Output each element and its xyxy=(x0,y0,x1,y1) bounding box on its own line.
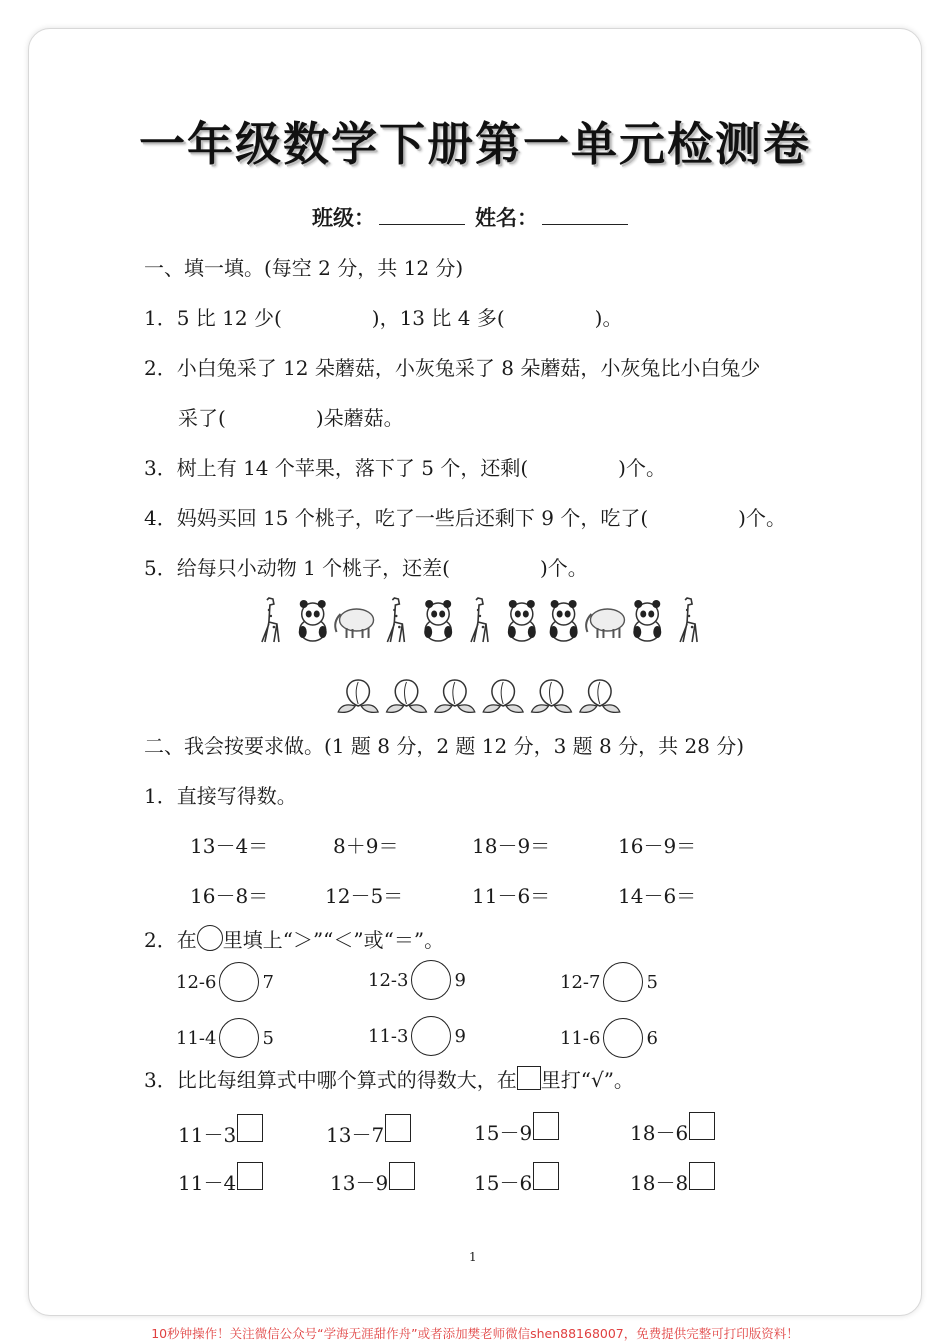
name-label: 姓名： xyxy=(475,205,538,230)
check-item xyxy=(474,1112,559,1146)
compare-circle[interactable] xyxy=(219,1018,259,1058)
panda-icon xyxy=(550,600,578,641)
question-1-1 xyxy=(144,302,622,331)
check-item xyxy=(330,1162,415,1196)
question-1-2-line1: 2．小白兔采了 12 朵蘑菇，小灰兔采了 8 朵蘑菇，小灰兔比小白兔少 xyxy=(144,356,761,380)
compare-right: 5 xyxy=(646,972,658,993)
check-box[interactable] xyxy=(533,1162,559,1190)
compare-circle[interactable] xyxy=(411,960,451,1000)
check-box[interactable] xyxy=(389,1162,415,1190)
q2-2-title-a: 2．在 xyxy=(144,928,197,952)
calc-item: 16－9＝ xyxy=(618,834,697,858)
compare-right: 9 xyxy=(454,1026,466,1047)
compare-item xyxy=(176,962,274,1002)
peach-icon xyxy=(387,680,427,712)
calc-item: 12－5＝ xyxy=(325,884,404,908)
check-box[interactable] xyxy=(237,1114,263,1142)
page-title: 一年级数学下册第一单元检测卷 xyxy=(139,117,811,171)
q1-5-text-b: )个。 xyxy=(539,556,588,580)
check-item xyxy=(178,1114,263,1148)
compare-right: 6 xyxy=(646,1028,658,1049)
class-blank[interactable] xyxy=(379,206,465,225)
elephant-icon xyxy=(335,609,373,638)
question-1-4 xyxy=(144,502,786,531)
peach-icon xyxy=(435,680,475,712)
section1-heading: 一、填一填。(每空 2 分，共 12 分) xyxy=(144,256,464,280)
compare-left: 12-7 xyxy=(560,972,601,993)
check-item xyxy=(178,1162,263,1196)
q1-1-text-c: )。 xyxy=(594,306,623,330)
compare-item xyxy=(176,1018,274,1058)
compare-left: 11-6 xyxy=(560,1028,601,1049)
page-number: 1 xyxy=(469,1250,477,1264)
check-item xyxy=(474,1162,559,1196)
compare-left: 12-6 xyxy=(176,972,217,993)
question-1-2-line2 xyxy=(178,402,404,431)
q1-1-text-a: 1．5 比 12 少( xyxy=(144,306,282,330)
q2-3-title-b: 里打“√”。 xyxy=(540,1068,634,1092)
check-box[interactable] xyxy=(533,1112,559,1140)
check-expr: 11－3 xyxy=(178,1123,237,1147)
compare-left: 12-3 xyxy=(368,970,409,991)
compare-right: 9 xyxy=(454,970,466,991)
question-2-3-title xyxy=(144,1064,634,1093)
name-blank[interactable] xyxy=(542,206,628,225)
compare-circle[interactable] xyxy=(603,1018,643,1058)
check-expr: 18－6 xyxy=(630,1121,689,1145)
panda-icon xyxy=(424,600,452,641)
giraffe-icon xyxy=(262,598,279,642)
panda-icon xyxy=(633,600,661,641)
compare-left: 11-3 xyxy=(368,1026,409,1047)
calc-item: 14－6＝ xyxy=(618,884,697,908)
peach-icon xyxy=(338,680,378,712)
check-item xyxy=(630,1112,715,1146)
q1-2-text-b: )朵蘑菇。 xyxy=(315,406,404,430)
question-1-3 xyxy=(144,452,666,481)
check-box[interactable] xyxy=(385,1114,411,1142)
q1-4-text-a: 4．妈妈买回 15 个桃子，吃了一些后还剩下 9 个，吃了( xyxy=(144,506,649,530)
peach-icon xyxy=(483,680,523,712)
compare-circle[interactable] xyxy=(219,962,259,1002)
animals-illustration xyxy=(250,596,710,644)
panda-icon xyxy=(508,600,536,641)
check-box[interactable] xyxy=(237,1162,263,1190)
giraffe-icon xyxy=(387,598,404,642)
check-expr: 13－9 xyxy=(330,1171,389,1195)
check-box[interactable] xyxy=(689,1162,715,1190)
square-icon xyxy=(517,1066,541,1090)
calc-item: 11－6＝ xyxy=(472,884,551,908)
section2-heading: 二、我会按要求做。(1 题 8 分，2 题 12 分，3 题 8 分，共 28 分) xyxy=(144,734,745,758)
compare-circle[interactable] xyxy=(603,962,643,1002)
q1-1-text-b: )，13 比 4 多( xyxy=(371,306,505,330)
calc-item: 8＋9＝ xyxy=(333,834,399,858)
giraffe-icon xyxy=(471,598,488,642)
compare-right: 5 xyxy=(262,1028,274,1049)
elephant-icon xyxy=(586,609,624,638)
compare-circle[interactable] xyxy=(411,1016,451,1056)
check-item xyxy=(326,1114,411,1148)
compare-right: 7 xyxy=(262,972,274,993)
student-info xyxy=(312,202,638,232)
question-2-2-title xyxy=(144,924,444,953)
giraffe-icon xyxy=(680,598,697,642)
q2-3-title-a: 3．比比每组算式中哪个算式的得数大，在 xyxy=(144,1068,517,1092)
q1-2-text-a: 采了( xyxy=(178,406,226,430)
check-item xyxy=(630,1162,715,1196)
footer-promo: 10秒钟操作！关注微信公众号“学海无涯甜作舟”或者添加樊老师微信shen88168007，免费提供完整可打印版资料！ xyxy=(151,1326,799,1341)
panda-icon xyxy=(299,600,327,641)
compare-item xyxy=(560,1018,658,1058)
q2-2-title-b: 里填上“＞”“＜”或“＝”。 xyxy=(222,928,445,952)
peach-icon xyxy=(580,680,620,712)
check-expr: 13－7 xyxy=(326,1123,385,1147)
question-2-1-title: 1．直接写得数。 xyxy=(144,784,297,808)
q1-5-text-a: 5．给每只小动物 1 个桃子，还差( xyxy=(144,556,450,580)
peaches-illustration xyxy=(334,676,624,716)
calc-item: 16－8＝ xyxy=(190,884,269,908)
check-box[interactable] xyxy=(689,1112,715,1140)
circle-icon xyxy=(197,925,223,951)
check-expr: 15－9 xyxy=(474,1121,533,1145)
question-1-5 xyxy=(144,552,588,581)
compare-item xyxy=(560,962,658,1002)
q1-4-text-b: )个。 xyxy=(738,506,786,530)
compare-item xyxy=(368,1016,466,1056)
q1-3-text-b: )个。 xyxy=(618,456,666,480)
check-expr: 11－4 xyxy=(178,1171,237,1195)
compare-left: 11-4 xyxy=(176,1028,217,1049)
calc-item: 18－9＝ xyxy=(472,834,551,858)
check-expr: 18－8 xyxy=(630,1171,689,1195)
q1-3-text-a: 3．树上有 14 个苹果，落下了 5 个，还剩( xyxy=(144,456,529,480)
calc-item: 13－4＝ xyxy=(190,834,269,858)
class-label: 班级： xyxy=(312,205,375,230)
peach-icon xyxy=(532,680,572,712)
check-expr: 15－6 xyxy=(474,1171,533,1195)
compare-item xyxy=(368,960,466,1000)
